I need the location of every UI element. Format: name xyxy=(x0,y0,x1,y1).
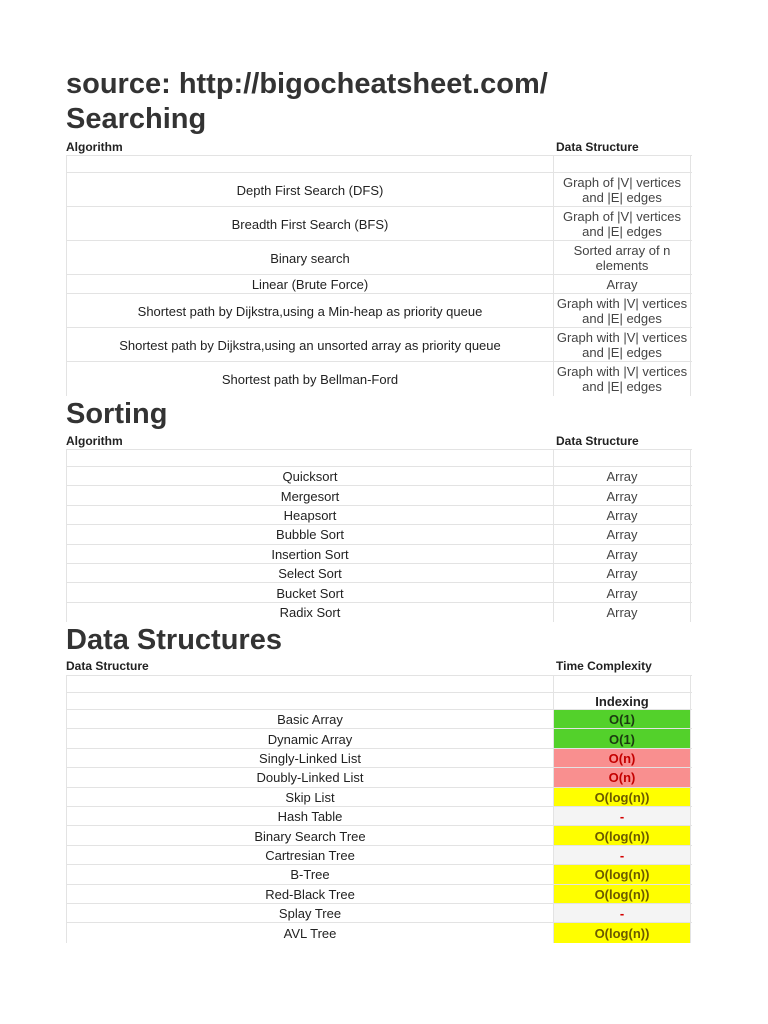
sorting-col-algorithm: Algorithm xyxy=(66,434,123,448)
cell-value: Graph with |V| vertices and |E| edges xyxy=(554,294,691,328)
cell-name: Heapsort xyxy=(66,506,554,525)
cell-name: Splay Tree xyxy=(66,904,554,923)
table-row xyxy=(66,748,692,768)
cell-value: - xyxy=(554,904,691,923)
cell-name: Linear (Brute Force) xyxy=(66,275,554,294)
cell-value: Array xyxy=(554,467,691,486)
cell-name: Bucket Sort xyxy=(66,583,554,602)
table-row xyxy=(66,728,692,748)
sorting-heading: Sorting xyxy=(66,398,168,430)
cell-value: - xyxy=(554,807,691,826)
table-row xyxy=(66,274,692,294)
cell-name: Quicksort xyxy=(66,467,554,486)
ds-col-structure: Data Structure xyxy=(66,659,149,673)
cell-value: Array xyxy=(554,525,691,544)
cell-value: Sorted array of n elements xyxy=(554,241,691,275)
cell-name: Cartresian Tree xyxy=(66,846,554,865)
cell-value: Array xyxy=(554,275,691,294)
cell-name: Breadth First Search (BFS) xyxy=(66,207,554,241)
cell-value: Array xyxy=(554,564,691,583)
cell-name: Depth First Search (DFS) xyxy=(66,173,554,207)
cell-value xyxy=(554,156,691,173)
sub-header-row xyxy=(66,692,692,710)
cell-name: Basic Array xyxy=(66,710,554,729)
table-row xyxy=(66,172,692,207)
table-row xyxy=(66,361,692,396)
searching-heading: Searching xyxy=(66,103,207,135)
cell-name: AVL Tree xyxy=(66,923,554,942)
table-row xyxy=(66,505,692,525)
cell-name: Singly-Linked List xyxy=(66,749,554,768)
cell-value: O(n) xyxy=(554,768,691,787)
table-row xyxy=(66,825,692,845)
cell-name xyxy=(66,676,554,693)
cell-name xyxy=(66,693,554,710)
cell-value: Graph of |V| vertices and |E| edges xyxy=(554,173,691,207)
cell-value: O(n) xyxy=(554,749,691,768)
searching-col-structure: Data Structure xyxy=(556,140,639,154)
cell-value: O(log(n)) xyxy=(554,923,691,942)
cell-name: Binary search xyxy=(66,241,554,275)
cell-name: Skip List xyxy=(66,788,554,807)
table-row xyxy=(66,327,692,362)
blank-row xyxy=(66,155,692,173)
cell-value: Array xyxy=(554,545,691,564)
cell-name: Shortest path by Dijkstra,using a Min-heap as priority queue xyxy=(66,294,554,328)
table-row xyxy=(66,563,692,583)
cell-value xyxy=(554,450,691,467)
source-title: source: http://bigocheatsheet.com/ xyxy=(66,68,548,100)
cell-name: Shortest path by Bellman-Ford xyxy=(66,362,554,396)
cell-value: O(log(n)) xyxy=(554,826,691,845)
cell-value: Graph with |V| vertices and |E| edges xyxy=(554,328,691,362)
cell-value: Array xyxy=(554,506,691,525)
cell-value: Graph of |V| vertices and |E| edges xyxy=(554,207,691,241)
table-row xyxy=(66,767,692,787)
cell-value: O(1) xyxy=(554,710,691,729)
cell-value: O(log(n)) xyxy=(554,788,691,807)
sorting-col-structure: Data Structure xyxy=(556,434,639,448)
cell-name: Doubly-Linked List xyxy=(66,768,554,787)
cell-name: Red-Black Tree xyxy=(66,885,554,904)
ds-col-complexity: Time Complexity xyxy=(556,659,652,673)
cell-name: Dynamic Array xyxy=(66,729,554,748)
cell-value: Array xyxy=(554,603,691,622)
table-row xyxy=(66,582,692,602)
blank-row xyxy=(66,675,692,693)
cell-value: O(log(n)) xyxy=(554,865,691,884)
table-row xyxy=(66,787,692,807)
cell-name: Radix Sort xyxy=(66,603,554,622)
cell-value: Indexing xyxy=(554,693,691,710)
table-row xyxy=(66,293,692,328)
cell-value: O(log(n)) xyxy=(554,885,691,904)
cell-value: Graph with |V| vertices and |E| edges xyxy=(554,362,691,396)
cell-name: Insertion Sort xyxy=(66,545,554,564)
table-row xyxy=(66,206,692,241)
cell-name: Hash Table xyxy=(66,807,554,826)
cell-value: Array xyxy=(554,583,691,602)
table-row xyxy=(66,240,692,275)
table-row xyxy=(66,544,692,564)
cell-value: O(1) xyxy=(554,729,691,748)
searching-col-algorithm: Algorithm xyxy=(66,140,123,154)
table-row xyxy=(66,806,692,826)
cell-name: Binary Search Tree xyxy=(66,826,554,845)
blank-row xyxy=(66,449,692,467)
data-structures-heading: Data Structures xyxy=(66,624,282,656)
table-row xyxy=(66,922,692,942)
table-row xyxy=(66,903,692,923)
cell-name: B-Tree xyxy=(66,865,554,884)
table-row xyxy=(66,524,692,544)
cell-name xyxy=(66,156,554,173)
cell-name: Select Sort xyxy=(66,564,554,583)
table-row xyxy=(66,466,692,486)
cell-name: Mergesort xyxy=(66,486,554,505)
table-row xyxy=(66,884,692,904)
cell-name xyxy=(66,450,554,467)
table-row xyxy=(66,864,692,884)
cell-name: Bubble Sort xyxy=(66,525,554,544)
table-row xyxy=(66,845,692,865)
cell-name: Shortest path by Dijkstra,using an unsorted array as priority queue xyxy=(66,328,554,362)
table-row xyxy=(66,709,692,729)
cell-value: - xyxy=(554,846,691,865)
cell-value xyxy=(554,676,691,693)
cell-value: Array xyxy=(554,486,691,505)
table-row xyxy=(66,602,692,622)
table-row xyxy=(66,485,692,505)
